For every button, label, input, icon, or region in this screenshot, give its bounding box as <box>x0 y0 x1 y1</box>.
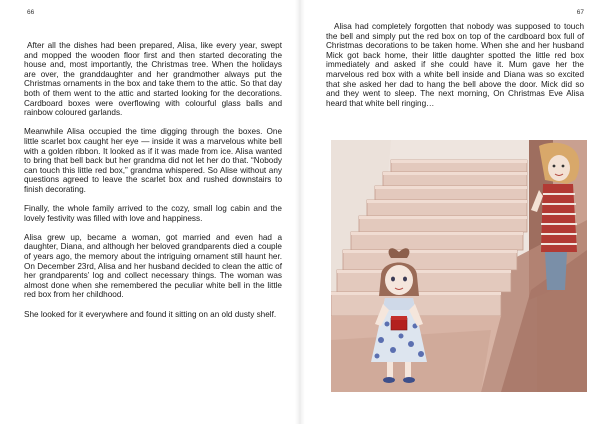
paragraph: After all the dishes had been prepared, Alisa, like every year, swept and mopped the wooden floor first and then started decorating the house and, most importantly, the Christmas tree. When the holidays are over, the granddaughter and her grandmother always put the Christmas ornaments in the box and take them to the attic. So that day both of them went to the attic and started looking for the decorations. Cardboard boxes were overflowing with colourful glass balls and rainbow coloured garlands. <box>24 41 282 118</box>
illustration-drawing <box>331 140 587 392</box>
right-page-text <box>326 22 584 118</box>
right-page <box>300 0 600 424</box>
left-page-text <box>24 41 282 329</box>
page-number-left: 66 <box>27 9 35 16</box>
staircase-illustration <box>331 140 587 392</box>
paragraph: Finally, the whole family arrived to the cozy, small log cabin and the lovely festivity was filled with love and happiness. <box>24 204 282 223</box>
book-gutter <box>295 0 305 424</box>
page-number-right: 67 <box>576 9 584 16</box>
paragraph: Meanwhile Alisa occupied the time digging through the boxes. One little scarlet box caught her eye — inside it was a marvelous white bell with a golden ribbon. It looked as if it was made from ice. Alisa wanted to bring that bell back but her grandma did not let her do that. “Nobody can touch this little red box,” grandma whispered. So Alise without any questions agreed to leave the scarlet box and rushed downstairs to finish decorating. <box>24 127 282 194</box>
paragraph: Alisa grew up, became a woman, got married and even had a daughter, Diana, and although her beloved grandparents died a couple of years ago, the memory about the intriguing ornament still haunt her. On December 23rd, Alisa and her husband decided to clean the attic of her grandparents’ log and collect necessary things. The woman was almost done when she remembered the peculiar white bell in the little red box from her childhood. <box>24 232 282 300</box>
paragraph: Alisa had completely forgotten that nobody was supposed to touch the bell and simply put the red box on top of the cardboard box full of Christmas decorations to be taken home. When she and her husband Mick got back home, their little daughter spotted the little red box immediately and asked if she could have it. Mum gave her the marvelous red box with a white bell inside and Diana was so excited that she asked her dad to hang the bell above the door. Mick did so and they went to sleep. The next morning, On Christmas Eve Alisa heard that white bell ringing… <box>326 22 584 108</box>
paragraph: She looked for it everywhere and found it sitting on an old dusty shelf. <box>24 309 277 319</box>
